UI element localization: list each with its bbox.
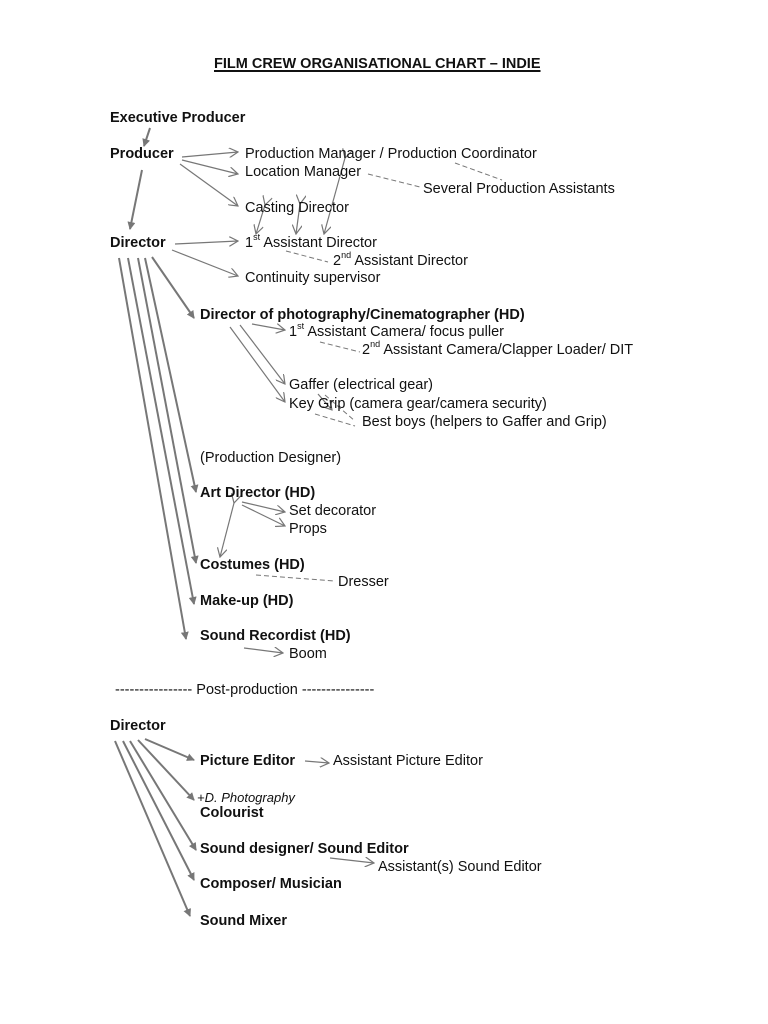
dashed-lm-to-pas — [368, 174, 420, 187]
node-location-manager: Location Manager — [245, 164, 362, 180]
node-best-boys: Best boys (helpers to Gaffer and Grip) — [362, 414, 607, 430]
node-art-director: Art Director (HD) — [200, 485, 316, 501]
node-production-manager: Production Manager / Production Coordinator — [245, 146, 537, 162]
arrow-dop-to-1st-ac — [252, 324, 285, 330]
node-producer: Producer — [110, 146, 174, 162]
node-1st-assistant-director: 1st Assistant Director — [245, 232, 377, 251]
node-production-designer: (Production Designer) — [200, 450, 342, 466]
arrow-director-to-continuity — [172, 250, 238, 276]
node-2nd-assistant-camera: 2nd Assistant Camera/Clapper Loader/ DIT — [362, 339, 634, 358]
arrow-director-to-1st-ad — [175, 241, 238, 244]
arrow-art-to-set-decorator — [242, 502, 285, 512]
arrow-art-costumes — [220, 503, 234, 557]
arrow-art-to-props — [242, 505, 285, 526]
arrow-producer-to-casting — [180, 164, 238, 206]
arrow-director-to-sound-recordist — [119, 258, 186, 639]
arrow-post-director-to-sound-mixer — [115, 741, 190, 916]
node-set-decorator: Set decorator — [289, 503, 377, 519]
post-production-divider: ---------------- Post-production --------------- — [115, 682, 375, 698]
node-sound-mixer: Sound Mixer — [200, 913, 288, 929]
arrow-director-to-dop — [152, 257, 194, 318]
arrow-picture-editor-to-assistant — [305, 761, 329, 763]
node-costumes: Costumes (HD) — [200, 557, 305, 573]
node-d-photography: +D. Photography — [197, 790, 295, 805]
node-director: Director — [110, 235, 166, 251]
dashed-1st-ac-to-2nd-ac — [320, 342, 360, 352]
node-picture-editor: Picture Editor — [200, 753, 296, 769]
arrow-dop-to-gaffer — [240, 325, 285, 384]
node-casting-director: Casting Director — [245, 200, 349, 216]
node-composer: Composer/ Musician — [200, 876, 342, 892]
node-post-director: Director — [110, 718, 166, 734]
node-1st-assistant-camera: 1st Assistant Camera/ focus puller — [289, 321, 504, 340]
node-sound-designer: Sound designer/ Sound Editor — [200, 841, 409, 857]
node-colourist: Colourist — [200, 805, 264, 821]
arrow-producer-to-production-manager — [182, 152, 238, 157]
arrow-post-director-to-picture-editor — [145, 739, 194, 760]
page-title: FILM CREW ORGANISATIONAL CHART – INDIE — [214, 56, 541, 72]
node-director-of-photography: Director of photography/Cinematographer (HD) — [200, 307, 525, 323]
dashed-grip-to-best-boys — [315, 414, 355, 426]
arrow-sound-designer-to-assistant — [330, 858, 374, 863]
arrow-exec-to-producer — [144, 128, 150, 146]
node-2nd-assistant-director: 2nd Assistant Director — [333, 250, 468, 269]
node-executive-producer: Executive Producer — [110, 110, 246, 126]
node-props: Props — [289, 521, 327, 537]
arrow-director-to-makeup — [128, 258, 194, 604]
node-production-assistants: Several Production Assistants — [423, 181, 615, 197]
arrow-sound-to-boom — [244, 648, 283, 653]
arrow-director-to-art-director — [145, 258, 196, 492]
node-assistant-picture-editor: Assistant Picture Editor — [333, 753, 483, 769]
node-sound-recordist: Sound Recordist (HD) — [200, 628, 351, 644]
dashed-1st-ad-to-2nd-ad — [286, 251, 328, 262]
node-gaffer: Gaffer (electrical gear) — [289, 377, 433, 393]
node-dresser: Dresser — [338, 574, 389, 590]
node-continuity-supervisor: Continuity supervisor — [245, 270, 381, 286]
node-key-grip: Key Grip (camera gear/camera security) — [289, 396, 547, 412]
arrow-producer-to-director — [130, 170, 142, 229]
node-make-up: Make-up (HD) — [200, 593, 294, 609]
arrow-dop-to-key-grip — [230, 327, 285, 402]
node-boom: Boom — [289, 646, 327, 662]
node-assistant-sound-editor: Assistant(s) Sound Editor — [378, 859, 542, 875]
dashed-pm-to-pas — [455, 163, 502, 180]
dashed-costumes-to-dresser — [256, 575, 334, 581]
